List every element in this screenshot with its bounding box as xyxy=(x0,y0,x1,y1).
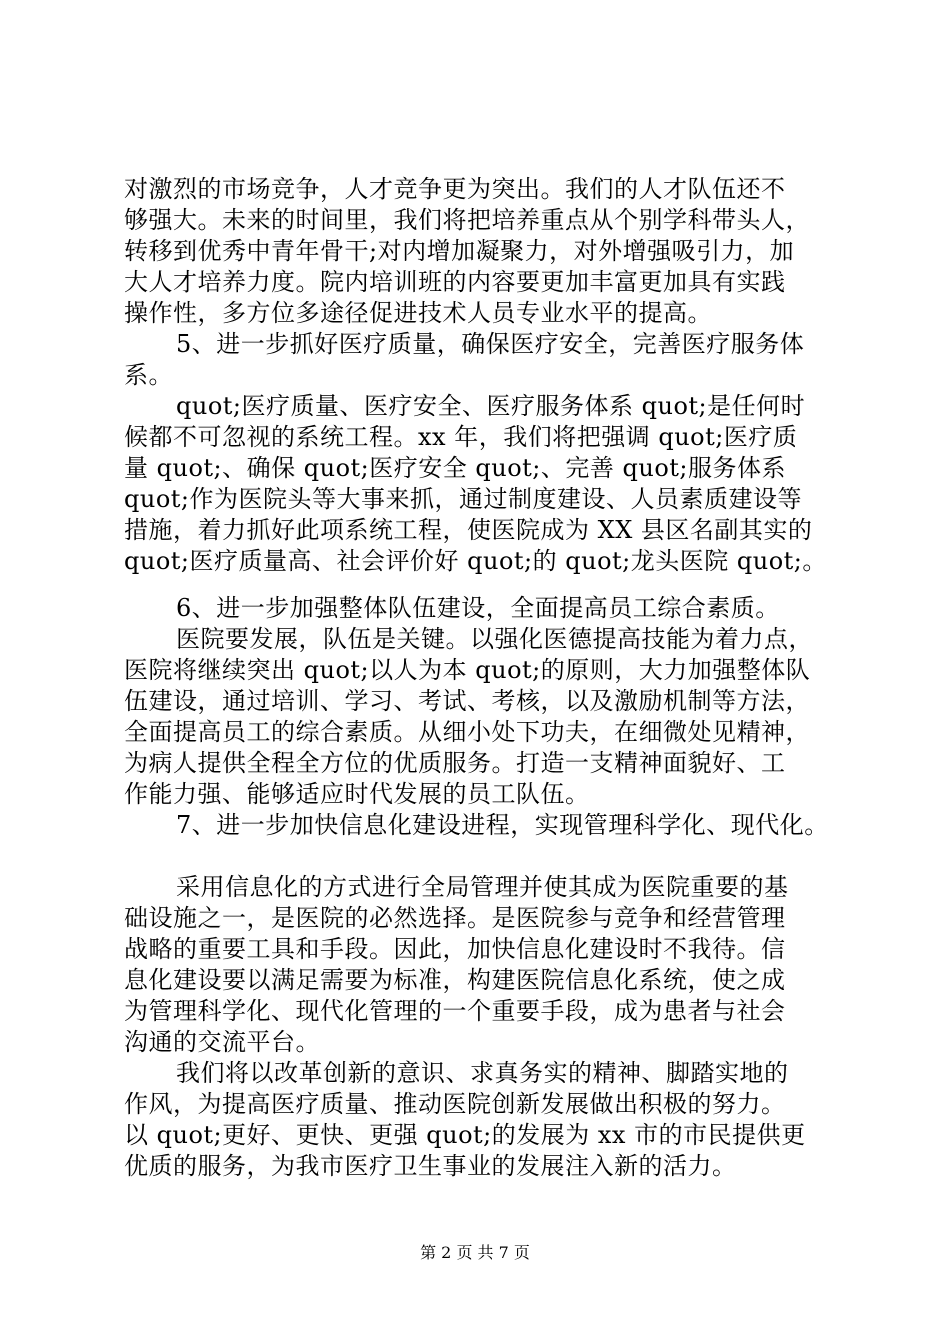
text-line-13: quot;医疗质量高、社会评价好 quot;的 quot;龙头医院 quot;。 xyxy=(124,547,827,575)
text-line-16: 医院将继续突出 quot;以人为本 quot;的原则，大力加强整体队 xyxy=(124,656,811,684)
text-line-12: 措施，着力抓好此项系统工程，使医院成为 XX 县区名副其实的 xyxy=(124,516,813,544)
text-line-28: 我们将以改革创新的意识、求真务实的精神、脚踏实地的 xyxy=(176,1059,789,1087)
text-line-10: 量 quot;、确保 quot;医疗安全 quot;、完善 quot;服务体系 xyxy=(124,454,787,482)
text-line-26: 为管理科学化、现代化管理的一个重要手段，成为患者与社会 xyxy=(124,997,786,1025)
heading-item-7: 7、进一步加快信息化建设进程，实现管理科学化、现代化。 xyxy=(176,811,829,839)
text-line-15: 医院要发展，队伍是关键。以强化医德提高技能为着力点， xyxy=(176,625,813,653)
text-line-7: 系。 xyxy=(124,361,173,389)
heading-item-6: 6、进一步加强整体队伍建设，全面提高员工综合素质。 xyxy=(176,594,780,622)
text-line-17: 伍建设，通过培训、学习、考试、考核，以及激励机制等方法， xyxy=(124,687,810,715)
text-line-4: 大人才培养力度。院内培训班的内容要更加丰富更加具有实践 xyxy=(124,268,786,296)
text-line-18: 全面提高员工的综合素质。从细小处下功夫，在细微处见精神， xyxy=(124,718,810,746)
text-line-24: 战略的重要工具和手段。因此，加快信息化建设时不我待。信 xyxy=(124,935,786,963)
text-line-22: 采用信息化的方式进行全局管理并使其成为医院重要的基 xyxy=(176,873,789,901)
text-line-27: 沟通的交流平台。 xyxy=(124,1028,320,1056)
text-line-23: 础设施之一，是医院的必然选择。是医院参与竞争和经营管理 xyxy=(124,904,786,932)
text-line-8: quot;医疗质量、医疗安全、医疗服务体系 quot;是任何时 xyxy=(176,392,806,420)
text-line-1: 对激烈的市场竞争，人才竞争更为突出。我们的人才队伍还不 xyxy=(124,175,786,203)
text-line-29: 作风，为提高医疗质量、推动医院创新发展做出积极的努力。 xyxy=(124,1090,786,1118)
text-line-9: 候都不可忽视的系统工程。xx 年，我们将把强调 quot;医疗质 xyxy=(124,423,798,451)
text-line-11: quot;作为医院头等大事来抓，通过制度建设、人员素质建设等 xyxy=(124,485,802,513)
text-line-3: 转移到优秀中青年骨干;对内增加凝聚力，对外增强吸引力，加 xyxy=(124,237,795,265)
text-line-5: 操作性，多方位多途径促进技术人员专业水平的提高。 xyxy=(124,299,712,327)
heading-item-5: 5、进一步抓好医疗质量，确保医疗安全，完善医疗服务体 xyxy=(176,330,805,358)
text-line-25: 息化建设要以满足需要为标准，构建医院信息化系统，使之成 xyxy=(124,966,786,994)
text-line-31: 优质的服务，为我市医疗卫生事业的发展注入新的活力。 xyxy=(124,1152,737,1180)
text-line-20: 作能力强、能够适应时代发展的员工队伍。 xyxy=(124,780,590,808)
text-line-2: 够强大。未来的时间里，我们将把培养重点从个别学科带头人， xyxy=(124,206,810,234)
text-line-19: 为病人提供全程全方位的优质服务。打造一支精神面貌好、工 xyxy=(124,749,786,777)
text-line-30: 以 quot;更好、更快、更强 quot;的发展为 xx 市的市民提供更 xyxy=(124,1121,806,1149)
page-footer: 第 2 页 共 7 页 xyxy=(420,1243,530,1262)
